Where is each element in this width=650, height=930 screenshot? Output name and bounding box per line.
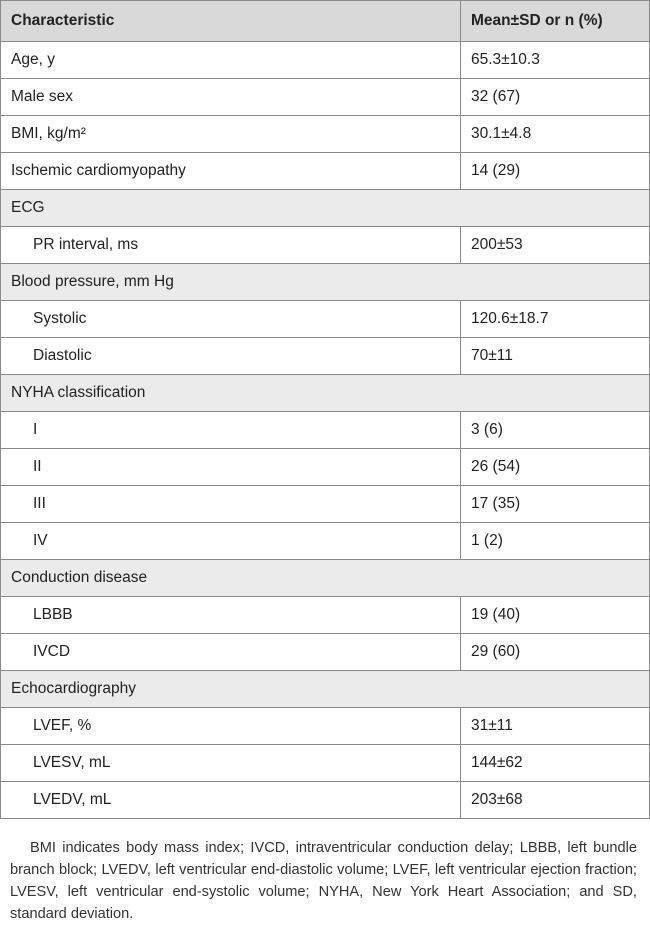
group-label: Echocardiography xyxy=(1,671,650,708)
value-cell: 120.6±18.7 xyxy=(461,301,650,338)
value-cell: 17 (35) xyxy=(461,486,650,523)
value-cell: 19 (40) xyxy=(461,597,650,634)
table-footnote: BMI indicates body mass index; IVCD, intraventricular conduction delay; LBBB, left bundle branch block; LVEDV, left ventricular end-diastolic volume; LVEF, left ventricular ejection fraction; LVESV, left ventricular end-systolic volume; NYHA, New York Heart Association; and SD, standard deviation. xyxy=(10,839,637,923)
value-cell: 203±68 xyxy=(461,782,650,819)
value-cell: 70±11 xyxy=(461,338,650,375)
table-group-row xyxy=(1,671,650,708)
column-header-characteristic: Characteristic xyxy=(1,1,461,42)
value-cell: 30.1±4.8 xyxy=(461,116,650,153)
value-cell: 1 (2) xyxy=(461,523,650,560)
table-body xyxy=(1,42,650,819)
table-row xyxy=(1,523,650,560)
table-header-row xyxy=(1,1,650,42)
characteristic-cell: II xyxy=(1,449,461,486)
table-group-row xyxy=(1,375,650,412)
characteristic-cell: BMI, kg/m² xyxy=(1,116,461,153)
table-row xyxy=(1,486,650,523)
characteristic-cell: I xyxy=(1,412,461,449)
table-group-row xyxy=(1,264,650,301)
value-cell: 144±62 xyxy=(461,745,650,782)
characteristic-cell: PR interval, ms xyxy=(1,227,461,264)
characteristic-cell: LVEF, % xyxy=(1,708,461,745)
table-row xyxy=(1,338,650,375)
characteristic-cell: IVCD xyxy=(1,634,461,671)
value-cell: 32 (67) xyxy=(461,79,650,116)
characteristic-cell: Age, y xyxy=(1,42,461,79)
value-cell: 26 (54) xyxy=(461,449,650,486)
table-row xyxy=(1,745,650,782)
table-row xyxy=(1,412,650,449)
group-label: NYHA classification xyxy=(1,375,650,412)
table-row xyxy=(1,116,650,153)
table-row xyxy=(1,449,650,486)
characteristic-cell: LVEDV, mL xyxy=(1,782,461,819)
characteristic-cell: Ischemic cardiomyopathy xyxy=(1,153,461,190)
table-row xyxy=(1,42,650,79)
group-label: ECG xyxy=(1,190,650,227)
table-row xyxy=(1,79,650,116)
value-cell: 3 (6) xyxy=(461,412,650,449)
table-row xyxy=(1,227,650,264)
characteristic-cell: LVESV, mL xyxy=(1,745,461,782)
value-cell: 200±53 xyxy=(461,227,650,264)
characteristic-cell: III xyxy=(1,486,461,523)
group-label: Blood pressure, mm Hg xyxy=(1,264,650,301)
table-row xyxy=(1,782,650,819)
value-cell: 31±11 xyxy=(461,708,650,745)
value-cell: 29 (60) xyxy=(461,634,650,671)
table-row xyxy=(1,597,650,634)
column-header-value: Mean±SD or n (%) xyxy=(461,1,650,42)
table-group-row xyxy=(1,560,650,597)
table-row xyxy=(1,301,650,338)
group-label: Conduction disease xyxy=(1,560,650,597)
characteristic-cell: Diastolic xyxy=(1,338,461,375)
table-row xyxy=(1,153,650,190)
table-row xyxy=(1,708,650,745)
characteristic-cell: IV xyxy=(1,523,461,560)
table-row xyxy=(1,634,650,671)
characteristic-cell: Male sex xyxy=(1,79,461,116)
table-group-row xyxy=(1,190,650,227)
value-cell: 65.3±10.3 xyxy=(461,42,650,79)
characteristic-cell: Systolic xyxy=(1,301,461,338)
characteristic-cell: LBBB xyxy=(1,597,461,634)
value-cell: 14 (29) xyxy=(461,153,650,190)
